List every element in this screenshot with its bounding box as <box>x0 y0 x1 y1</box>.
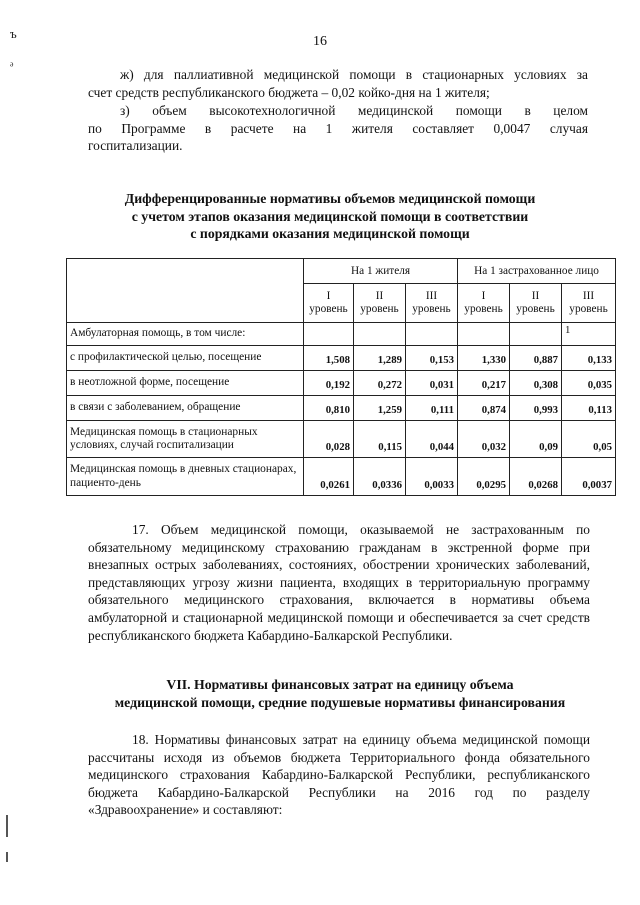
cell-value: 0,0261 <box>304 458 354 496</box>
cell-value: 0,09 <box>510 421 562 458</box>
margin-line <box>6 815 8 837</box>
table-row <box>67 323 616 346</box>
paragraph-z-line2: по Программе в расчете на 1 жителя составляет 0,0047 случая <box>88 120 588 136</box>
cell-value: 0,115 <box>354 421 406 458</box>
cell-value: 0,111 <box>406 396 458 421</box>
table-heading <box>60 190 600 243</box>
cell-value: 0,153 <box>406 346 458 371</box>
section-heading <box>60 676 620 711</box>
paragraph-zh-line2: счет средств республиканского бюджета – 0,02 койко-дня на 1 жителя; <box>88 84 490 100</box>
cell-value: 0,044 <box>406 421 458 458</box>
paragraph-z-line1: з) объем высокотехнологичной медицинской помощи в целом <box>120 103 588 118</box>
table-heading-line3: с порядками оказания медицинской помощи <box>190 226 470 241</box>
paragraph-z-line3: госпитализации. <box>88 138 183 154</box>
paragraph-zh <box>88 66 588 101</box>
cell-value: 1,259 <box>354 396 406 421</box>
section-heading-line2: медицинской помощи, средние подушевые нормативы финансирования <box>114 694 566 710</box>
table-row <box>67 396 616 421</box>
cell-value: 0,993 <box>510 396 562 421</box>
cell-value: 0,0037 <box>562 458 616 496</box>
cell-value: 0,217 <box>458 371 510 396</box>
cell-value: 0,133 <box>562 346 616 371</box>
row-name: с профилактической целью, посещение <box>67 346 304 371</box>
table-row <box>67 421 616 458</box>
paragraph-zh-line1: ж) для паллиативной медицинской помощи в стационарных условиях за <box>120 67 588 82</box>
section-heading-line1: VII. Нормативы финансовых затрат на единицу объема <box>166 677 514 692</box>
cell-value: 0,308 <box>510 371 562 396</box>
row-name: Амбулаторная помощь, в том числе: <box>67 323 304 346</box>
group-per-resident: На 1 жителя <box>304 259 458 284</box>
cell-value <box>304 323 354 346</box>
row-name: Медицинская помощь в дневных стационарах, пациенто-день <box>67 458 304 496</box>
level-header: III уровень <box>406 284 458 323</box>
paragraph-z <box>88 102 588 155</box>
paragraph-17: 17. Объем медицинской помощи, оказываемой не застрахованным по обязательному медицинскому страхованию гражданам в экстренной форме при внезапных острых заболеваниях, состояниях, обострении хронических заболеваний, представляющих угрозу жизни пациента, входящих в территориальную программу обязательного медицинского страхования, включается в нормативы объема амбулаторной и стационарной медицинской помощи и обеспечивается за счет средств республиканского бюджета Кабардино-Балкарской Республики. <box>88 522 590 643</box>
cell-value: 1,330 <box>458 346 510 371</box>
cell-value: 0,0033 <box>406 458 458 496</box>
level-header: II уровень <box>354 284 406 323</box>
cell-value <box>510 323 562 346</box>
table-row <box>67 371 616 396</box>
cell-value: 0,05 <box>562 421 616 458</box>
cell-value: 0,192 <box>304 371 354 396</box>
row-name: Медицинская помощь в стационарных условиях, случай госпитализации <box>67 421 304 458</box>
paragraph-18: 18. Нормативы финансовых затрат на единицу объема медицинской помощи рассчитаны исходя из объемов бюджета Территориального фонда обязательного медицинского страхования Кабардино-Балкарской Республики, республиканского бюджета Кабардино-Балкарской Республики на 2016 год по разделу «Здравоохранение» и составляют: <box>88 732 590 818</box>
row-name: в неотложной форме, посещение <box>67 371 304 396</box>
group-per-insured: На 1 застрахованное лицо <box>458 259 616 284</box>
margin-mark-top: ъ <box>10 26 17 41</box>
cell-value: 0,0336 <box>354 458 406 496</box>
table-header-group-row <box>67 259 616 284</box>
cell-value <box>406 323 458 346</box>
table-corner-cell <box>67 259 304 323</box>
cell-value: 1,289 <box>354 346 406 371</box>
table-heading-line2: с учетом этапов оказания медицинской помощи в соответствии <box>131 208 529 224</box>
cell-value: 0,272 <box>354 371 406 396</box>
cell-value <box>354 323 406 346</box>
cell-value: 0,032 <box>458 421 510 458</box>
margin-mark-second: ᵊ <box>10 58 14 73</box>
cell-value: 0,810 <box>304 396 354 421</box>
table-heading-line1: Дифференцированные нормативы объемов медицинской помощи <box>124 191 536 206</box>
level-header: I уровень <box>304 284 354 323</box>
table-row <box>67 458 616 496</box>
cell-value: 0,874 <box>458 396 510 421</box>
level-header: III уровень <box>562 284 616 323</box>
cell-value <box>458 323 510 346</box>
level-header: II уровень <box>510 284 562 323</box>
norms-table <box>66 258 616 496</box>
page-number: 16 <box>313 34 327 49</box>
cell-value: 0,887 <box>510 346 562 371</box>
cell-value: 1 <box>562 323 616 346</box>
cell-value: 0,113 <box>562 396 616 421</box>
cell-value: 0,0268 <box>510 458 562 496</box>
cell-value: 0,028 <box>304 421 354 458</box>
cell-value: 0,0295 <box>458 458 510 496</box>
margin-line <box>6 852 8 862</box>
cell-value: 1,508 <box>304 346 354 371</box>
row-name: в связи с заболеванием, обращение <box>67 396 304 421</box>
table-row <box>67 346 616 371</box>
cell-value: 0,031 <box>406 371 458 396</box>
level-header: I уровень <box>458 284 510 323</box>
cell-value: 0,035 <box>562 371 616 396</box>
